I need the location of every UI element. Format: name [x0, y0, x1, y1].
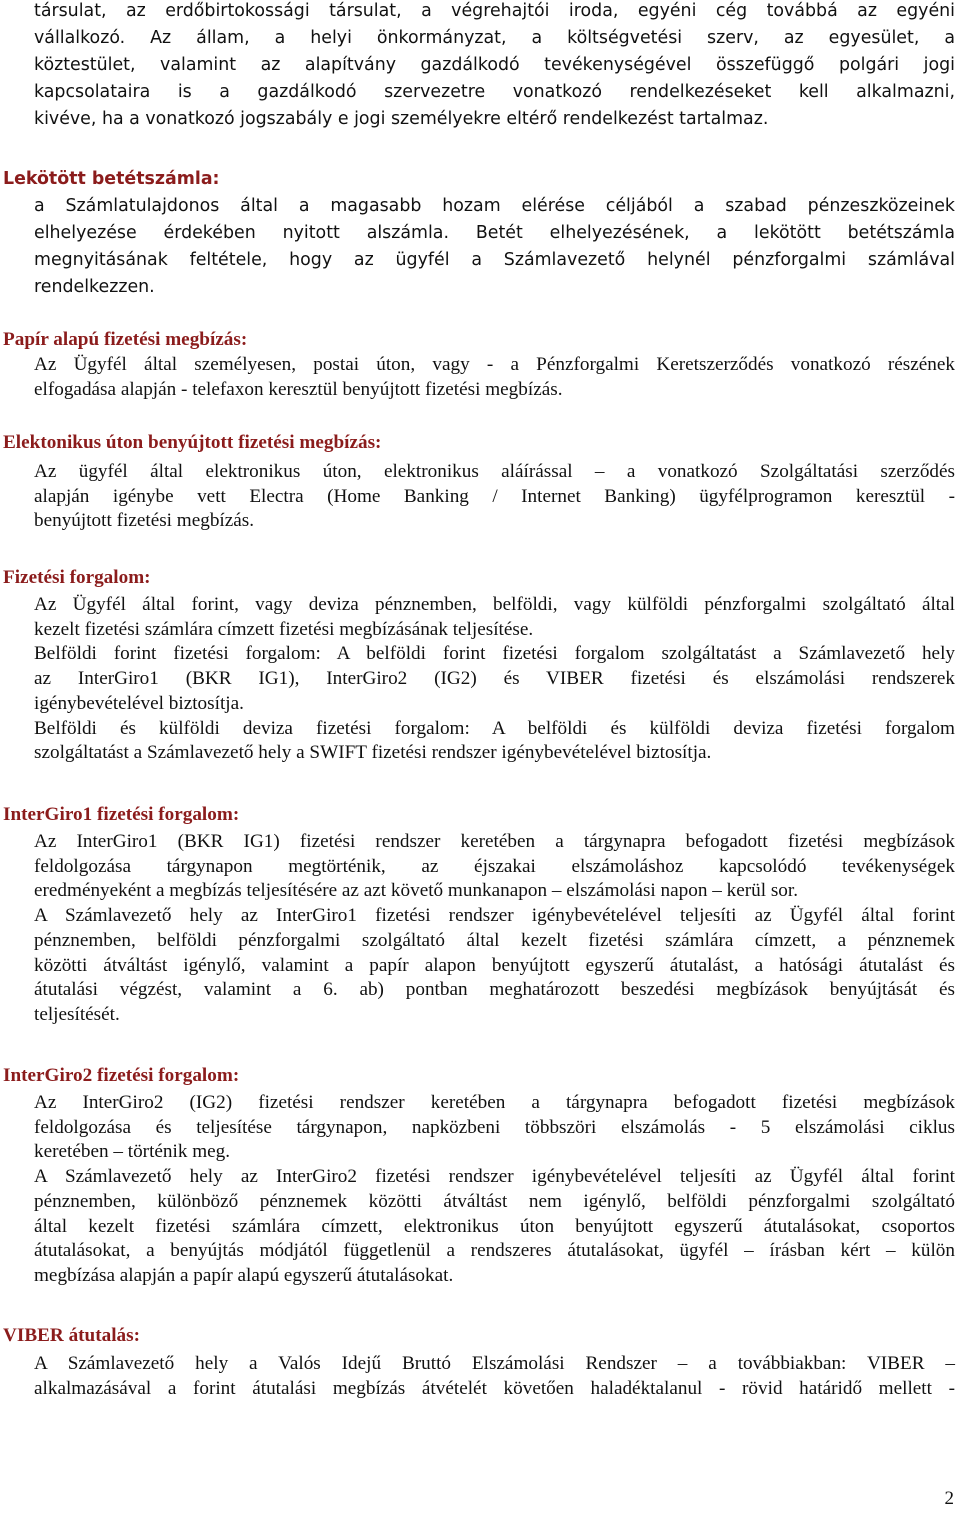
section-body [0, 353, 955, 402]
intro-paragraph [0, 0, 955, 133]
section-heading: Fizetési forgalom: [3, 567, 151, 588]
text-line: feldolgozása és teljesítése tárgynapon, napközbeni többszöri elszámolás - 5 elszámolási ciklus [34, 1116, 955, 1138]
text-line: keretében – történik meg. [34, 1141, 231, 1163]
text-line: A Számlavezető hely az InterGiro1 fizetési rendszer igénybevételével teljesíti az Ügyfél által forint [34, 905, 955, 927]
text-line: elfogadása alapján - telefaxon keresztül benyújtott fizetési megbízás. [34, 378, 563, 400]
section-heading: InterGiro2 fizetési forgalom: [3, 1065, 240, 1086]
text-line: kezelt fizetési számlára címzett fizetési megbízásának teljesítése. [34, 618, 534, 640]
text-line: kapcsolataira is a gazdálkodó szervezetre vonatkozó rendelkezéseket kell alkalmazni, [34, 82, 955, 102]
text-line: A Számlavezető hely az InterGiro2 fizetési rendszer igénybevételével teljesíti az Ügyfél által forint [34, 1166, 955, 1188]
text-line: által kezelt fizetési számlára címzett, elektronikus úton benyújtott egyszerű átutalásokat, csoportos [34, 1215, 955, 1237]
section-body [0, 1091, 955, 1289]
text-line: Belföldi és külföldi deviza fizetési forgalom: A belföldi és külföldi deviza fizetési forgalom [34, 717, 955, 739]
page-number: 2 [944, 1488, 954, 1509]
text-line: teljesítését. [34, 1003, 120, 1025]
text-line: alapján igénybe vett Electra (Home Banking / Internet Banking) ügyfélprogramon keresztül - [34, 485, 955, 507]
text-line: Az Ügyfél által személyesen, postai úton, vagy - a Pénzforgalmi Keretszerződés vonatkozó részének [34, 354, 955, 375]
text-line: Az Ügyfél által forint, vagy deviza pénznemben, belföldi, vagy külföldi pénzforgalmi szolgáltató által [34, 594, 955, 615]
text-line: köztestület, valamint az alapítvány gazdálkodó tevékenységével összefüggő polgári jogi [34, 55, 955, 75]
text-line: szolgáltatást a Számlavezető hely a SWIFT fizetési rendszer igénybevételével biztosítja. [34, 742, 712, 764]
section-heading: VIBER átutalás: [3, 1325, 140, 1346]
section-body [0, 460, 955, 534]
text-line: megnyitásának feltétele, hogy az ügyfél a Számlavezető helynél pénzforgalmi számlával [34, 250, 955, 270]
text-line: rendelkezzen. [34, 277, 155, 297]
text-line: megbízása alapján a papír alapú egyszerű átutalásokat. [34, 1264, 454, 1286]
text-line: Belföldi forint fizetési forgalom: A belföldi forint fizetési forgalom szolgáltatást a Számlavezető hely [34, 643, 955, 665]
section-heading: InterGiro1 fizetési forgalom: [3, 804, 240, 825]
text-line: alkalmazásával a forint átutalási megbízás átvételét követően haladéktalanul - rövid határidő mellett - [34, 1377, 955, 1399]
section-heading: Elektonikus úton benyújtott fizetési megbízás: [3, 432, 382, 453]
text-line: a Számlatulajdonos által a magasabb hozam elérése céljából a szabad pénzeszközeinek [34, 196, 955, 216]
section-heading: Papír alapú fizetési megbízás: [3, 329, 248, 350]
text-line: Az InterGiro1 (BKR IG1) fizetési rendszer keretében a tárgynapra befogadott fizetési megbízások [34, 831, 955, 852]
text-line: pénznemben, belföldi pénzforgalmi szolgáltató által kezelt fizetési számlára címzett, a pénznemek [34, 929, 955, 951]
section-body [0, 593, 955, 766]
text-line: átutalásokat, a benyújtás módjától függetlenül a rendszeres átutalásokat, ügyfél – írásban kért – külön [34, 1240, 955, 1262]
text-line: pénznemben, különböző pénznemek közötti átváltást nem igénylő, belföldi pénzforgalmi szolgáltató [34, 1190, 955, 1212]
text-line: vállalkozó. Az állam, a helyi önkormányzat, a költségvetési szerv, az egyesület, a [34, 28, 955, 48]
text-line: benyújtott fizetési megbízás. [34, 510, 255, 532]
text-line: elhelyezése érdekében nyitott alszámla. Betét elhelyezésének, a lekötött betétszámla [34, 223, 955, 243]
text-line: Az ügyfél által elektronikus úton, elektronikus aláírással – a vonatkozó Szolgáltatási szerződés [34, 461, 955, 482]
text-line: társulat, az erdőbirtokossági társulat, a végrehajtói iroda, egyéni cég továbbá az egyéni [34, 1, 955, 21]
text-line: A Számlavezető hely a Valós Idejű Bruttó Elszámolási Rendszer – a továbbiakban: VIBER – [34, 1353, 955, 1374]
section-body [0, 1352, 955, 1401]
text-line: eredményeként a megbízás teljesítésére az azt követő munkanapon – elszámolási napon – kerül sor. [34, 880, 799, 902]
text-line: közötti átváltást igénylő, valamint a papír alapon benyújtott egyszerű átutalást, a hatósági átutalást és [34, 954, 955, 976]
section-heading: Lekötött betétszámla: [3, 169, 220, 189]
text-line: az InterGiro1 (BKR IG1), InterGiro2 (IG2) és VIBER fizetési és elszámolási rendszerek [34, 668, 955, 690]
text-line: igénybevételével biztosítja. [34, 692, 244, 714]
text-line: Az InterGiro2 (IG2) fizetési rendszer keretében a tárgynapra befogadott fizetési megbízások [34, 1092, 955, 1113]
text-line: feldolgozása tárgynapon megtörténik, az éjszakai elszámoláshoz kapcsolódó tevékenységek [34, 855, 955, 877]
text-line: átutalási végzést, valamint a 6. ab) pontban meghatározott beszedési megbízások benyújtását és [34, 979, 955, 1001]
section-body [0, 830, 955, 1028]
text-line: kivéve, ha a vonatkozó jogszabály e jogi személyekre eltérő rendelkezést tartalmaz. [34, 109, 769, 129]
section-body [0, 193, 955, 301]
